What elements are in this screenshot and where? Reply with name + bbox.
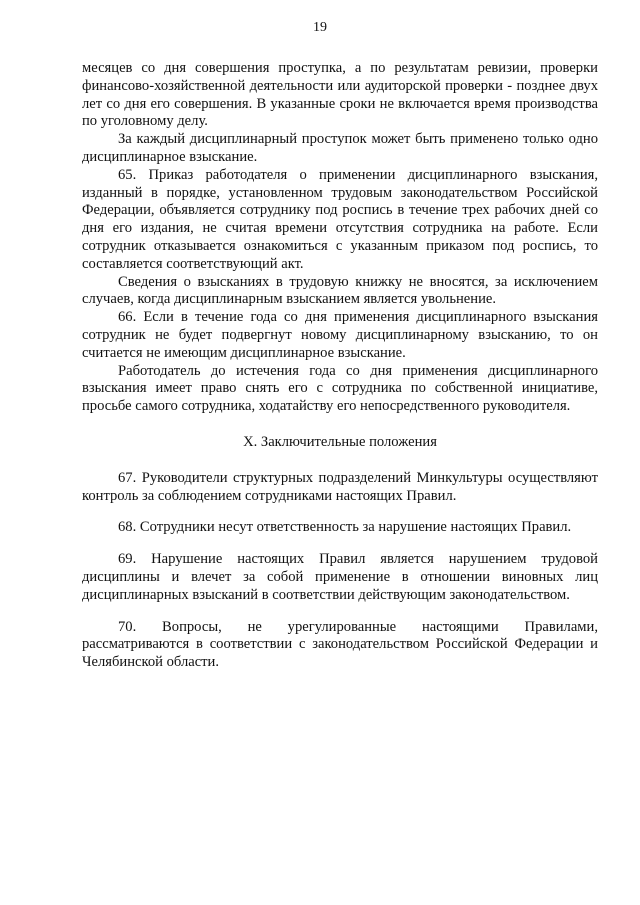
paragraph-65: 65. Приказ работодателя о применении дисциплинарного взыскания, изданный в порядке, установленном трудовым законодательством Российской Федерации, объявляется сотруднику под роспись в течение трех рабочих дней со дня его издания, не считая времени отсутствия сотрудника на работе. Если сотрудник отказывается ознакомиться с указанным приказом под роспись, то составляется соответствующий акт. <box>82 166 598 272</box>
paragraph-70: 70. Вопросы, не урегулированные настоящими Правилами, рассматриваются в соответствии с законодательством Российской Федерации и Челябинской области. <box>82 618 598 671</box>
paragraph-work-book: Сведения о взысканиях в трудовую книжку не вносятся, за исключением случаев, когда дисциплинарным взысканием является увольнение. <box>82 273 598 308</box>
section-heading: X. Заключительные положения <box>243 433 437 450</box>
paragraph-69: 69. Нарушение настоящих Правил является нарушением трудовой дисциплины и влечет за собой применение в отношении виновных лиц дисциплинарных взысканий в соответствии действующим законодательством. <box>82 551 598 603</box>
paragraph-66: 66. Если в течение года со дня применения дисциплинарного взыскания сотрудник не будет подвергнут новому дисциплинарному взысканию, то он считается не имеющим дисциплинарное взыскание. <box>82 309 598 361</box>
document-body <box>82 60 598 672</box>
paragraph-single-penalty: За каждый дисциплинарный проступок может быть применено только одно дисциплинарное взыскание. <box>82 131 598 165</box>
paragraph-67: 67. Руководители структурных подразделений Минкультуры осуществляют контроль за соблюдением сотрудниками настоящих Правил. <box>82 469 598 504</box>
page-number: 19 <box>313 20 327 35</box>
paragraph-early-removal: Работодатель до истечения года со дня применения дисциплинарного взыскания имеет право снять его с сотрудника по собственной инициативе, просьбе самого сотрудника, ходатайству его непосредственного руководителя. <box>82 362 598 415</box>
paragraph-continuation: месяцев со дня совершения проступка, а по результатам ревизии, проверки финансово-хозяйственной деятельности или аудиторской проверки - позднее двух лет со дня его совершения. В указанные сроки не включается время производства по уголовному делу. <box>82 60 598 130</box>
paragraph-68: 68. Сотрудники несут ответственность за нарушение настоящих Правил. <box>118 519 572 536</box>
